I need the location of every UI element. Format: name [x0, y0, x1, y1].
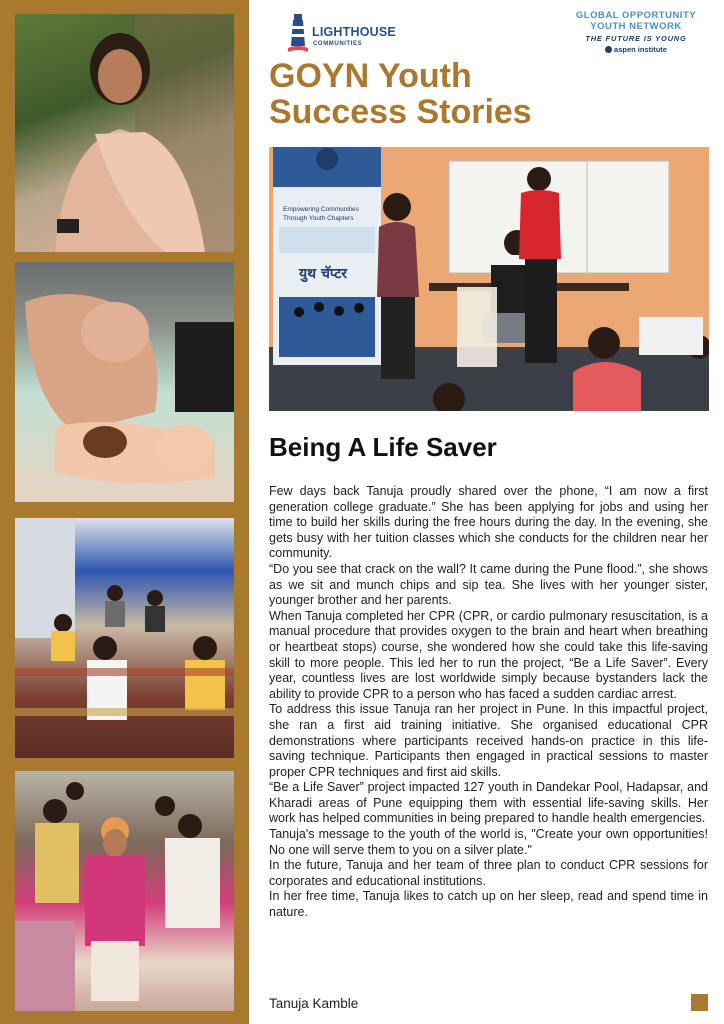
lighthouse-brand-name: LIGHTHOUSE [312, 25, 396, 39]
group-session-photo [15, 518, 234, 758]
article-paragraph: Tanuja's message to the youth of the world is, "Create your own opportunities! No one will serve them to you on a silver plate." [269, 827, 708, 857]
article-paragraph: In her free time, Tanuja likes to catch up on her sleep, read and spend time in nature. [269, 889, 708, 920]
banner-line2: Through Youth Chapters [283, 215, 354, 222]
aspen-institute-mark [574, 45, 698, 54]
headline-line2: Success Stories [269, 93, 532, 131]
goyn-tagline: THE FUTURE IS YOUNG [585, 34, 687, 43]
participants-photo [15, 771, 234, 1011]
article-body [269, 484, 708, 921]
headline-line1: GOYN Youth [269, 57, 472, 95]
article-title: Being A Life Saver [269, 432, 497, 462]
lighthouse-icon [288, 12, 308, 54]
page-headline [269, 58, 532, 130]
banner-marathi: युथ चॅप्टर [299, 266, 347, 282]
hero-illustration [269, 147, 709, 411]
aspen-dot-icon [605, 46, 612, 53]
banner-line1: Empowering Communities [283, 206, 359, 213]
author-name: Tanuja Kamble [269, 996, 359, 1011]
corner-accent-square [691, 994, 708, 1011]
portrait-photo [15, 14, 234, 252]
hero-cpr-demo-photo [269, 147, 709, 411]
article-paragraph: When Tanuja completed her CPR (CPR, or cardio pulmonary resuscitation, is a manual procedure that provides oxygen to the brain and heart when breathing or heartbeat stops) course, she wondered how she could take this life-saving skill to more people. This led her to run the project, “Be a Life Saver”. Every year, countless lives are lost worldwide simply because bystanders lack the ability to provide CPR to a person who has faced a sudden cardiac arrest. [269, 608, 708, 701]
goyn-logo [574, 10, 698, 54]
aspen-label: aspen institute [614, 45, 667, 54]
article-paragraph: “Be a Life Saver” project impacted 127 youth in Dandekar Pool, Hadapsar, and Kharadi areas of Pune equipping them with essential life-saving skills. Her work has helped communities in being prepared to handle health emergencies. [269, 780, 708, 826]
article-paragraph: “Do you see that crack on the wall? It came during the Pune flood.”, she shows as we sit and munch chips and sip tea. She lives with her younger sister, younger brother and her parents. [269, 561, 708, 608]
goyn-line2: YOUTH NETWORK [590, 21, 682, 32]
article-paragraph: To address this issue Tanuja ran her project in Pune. In this impactful project, she ran a first aid training initiative. She organised educational CPR demonstrations where participants received hands-on practice in this life-saving technique. Participants then engaged in practical sessions to master proper CPR techniques and first aid skills. [269, 702, 708, 779]
article-paragraph: In the future, Tanuja and her team of three plan to conduct CPR sessions for corporates and educational institutions. [269, 858, 708, 888]
goyn-line1: GLOBAL OPPORTUNITY [575, 10, 697, 21]
article-paragraph: Few days back Tanuja proudly shared over the phone, “I am now a first generation college graduate.” She has been applying for jobs and using her time to build her skills during the free hours during the day. In the evening, she gets busy with her tuition classes which she conducts for the children near her community. [269, 484, 708, 561]
lighthouse-communities-logo [282, 12, 396, 56]
left-photo-strip [0, 0, 249, 1024]
lighthouse-brand-sub: COMMUNITIES [313, 41, 363, 47]
cpr-practice-photo [15, 262, 234, 502]
